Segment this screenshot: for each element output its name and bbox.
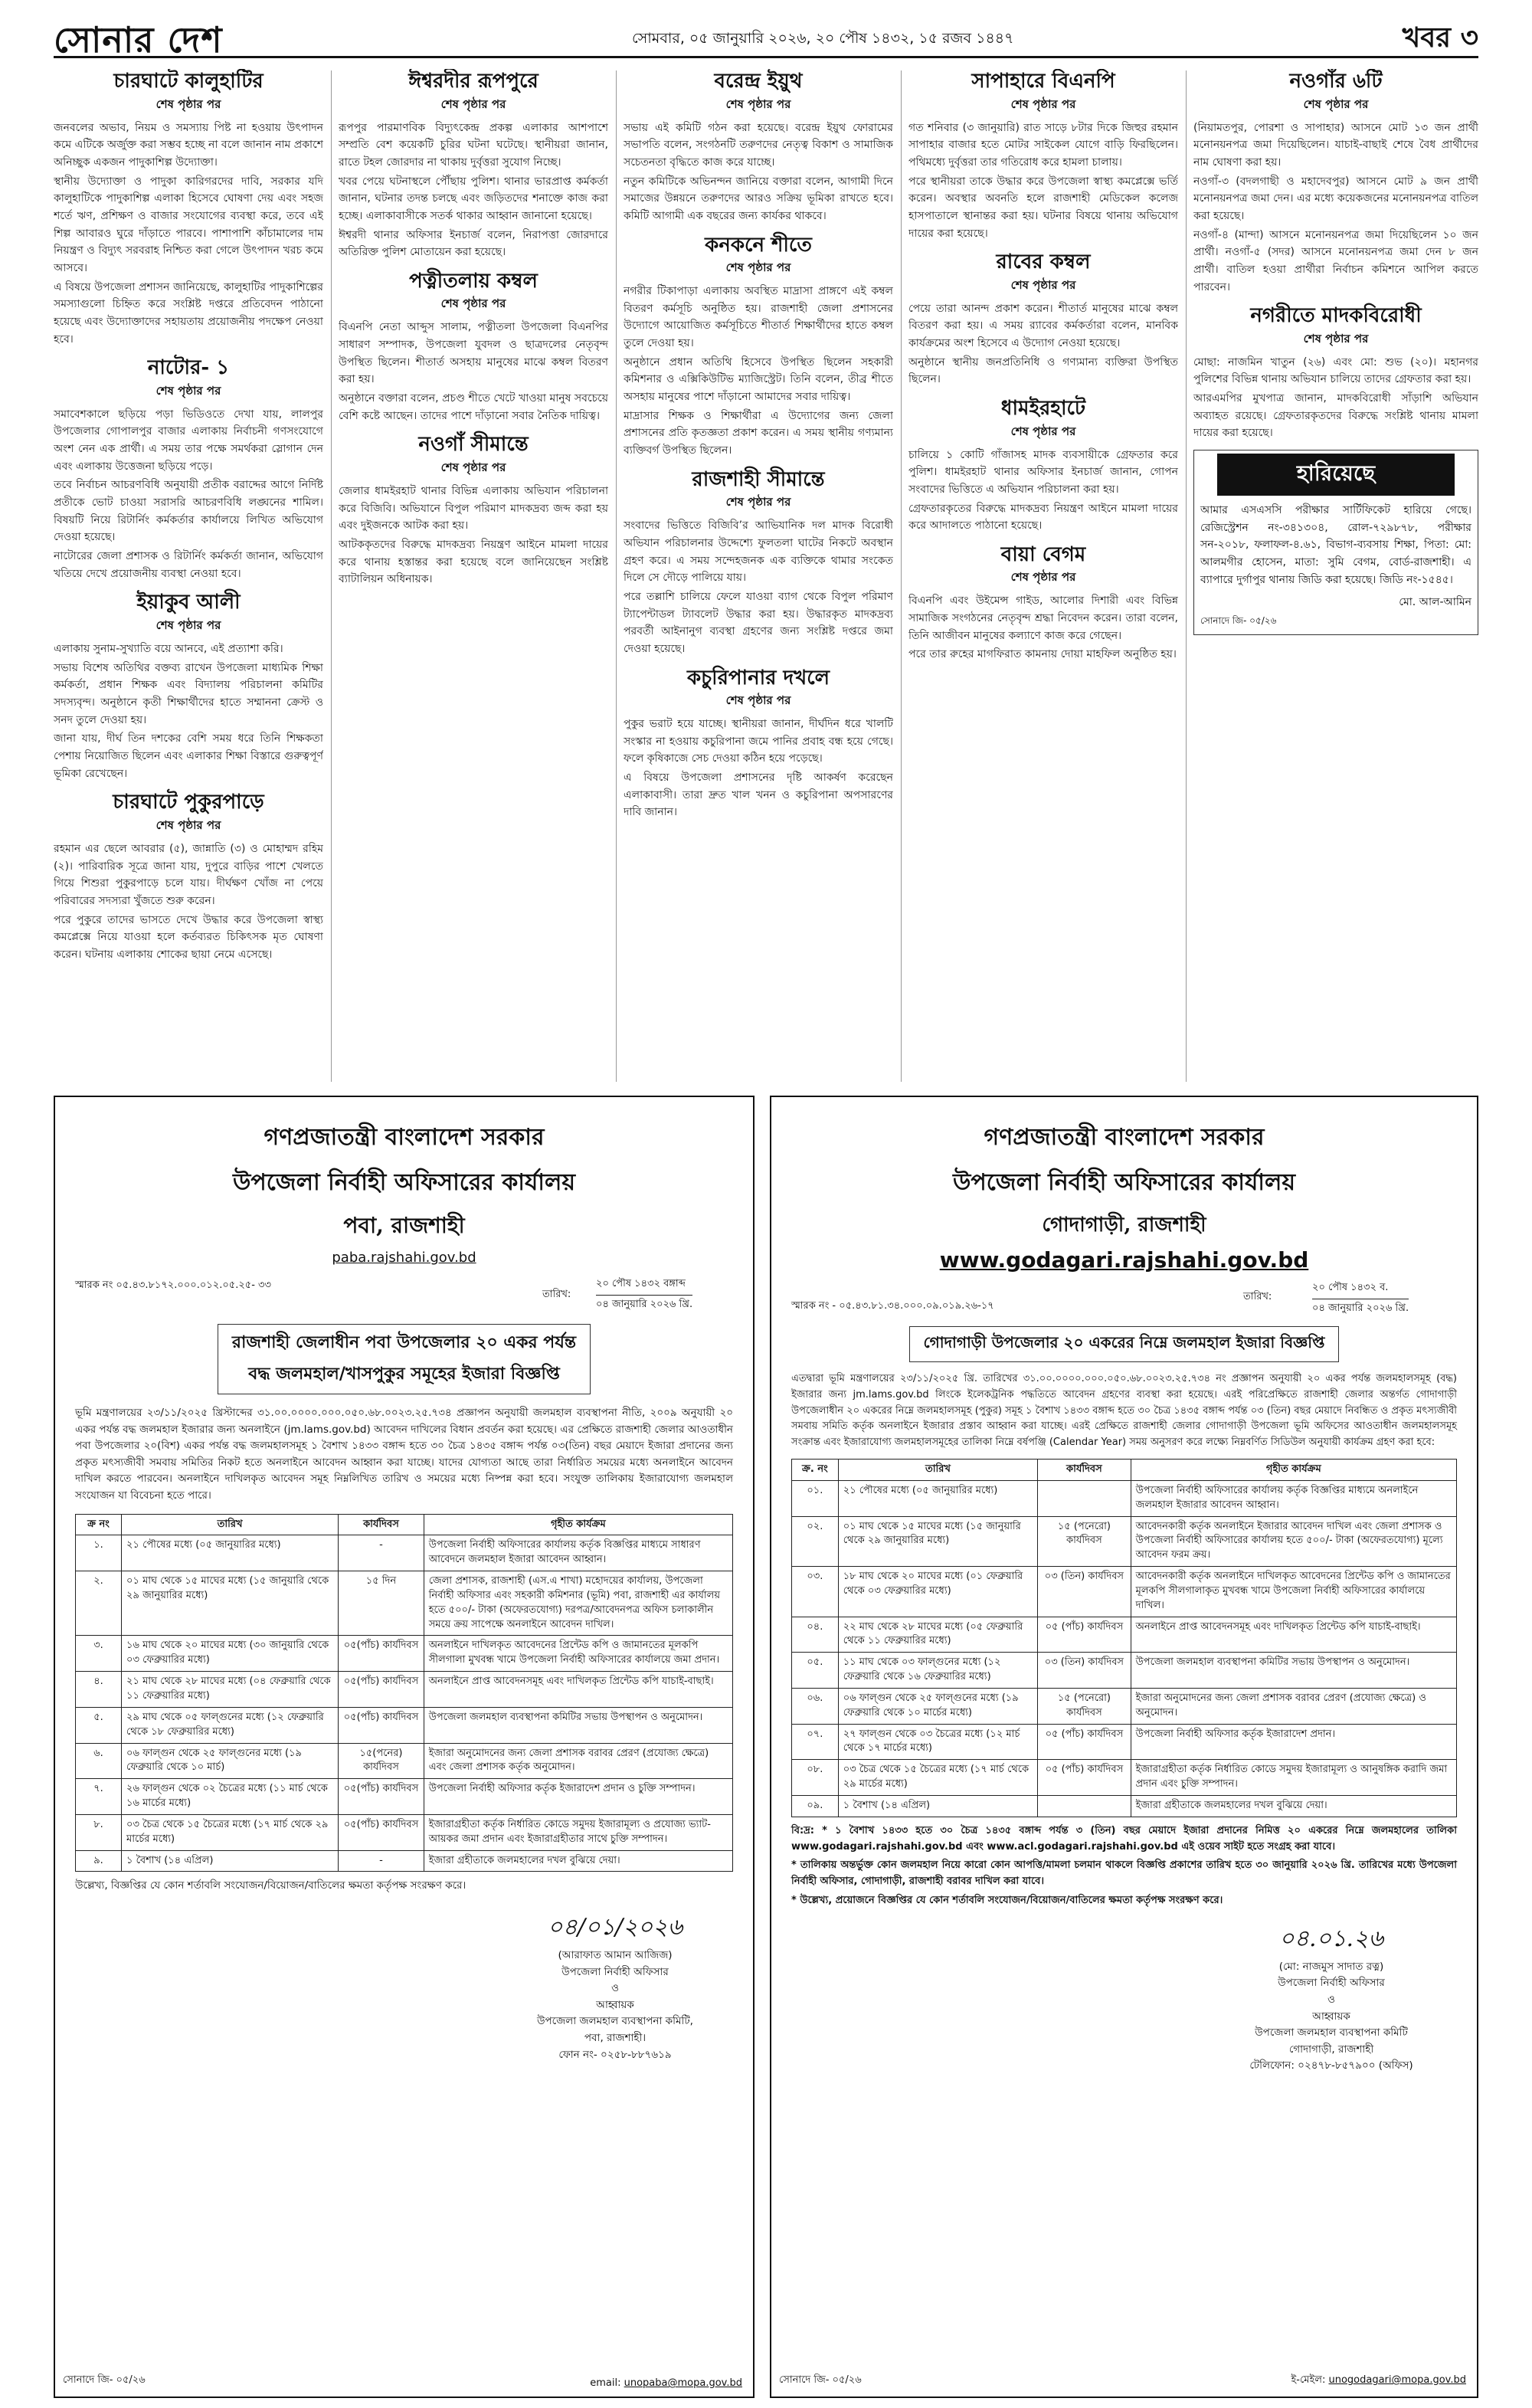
article-headline: রাজশাহী সীমান্তে	[692, 467, 825, 491]
table-header-cell: তারিখ	[122, 1514, 339, 1535]
table-row	[792, 1480, 1457, 1516]
table-row	[76, 1672, 733, 1708]
article-paragraph: তবে নির্বাচন আচরণবিধি অনুযায়ী প্রতীক বরাদ্দের আগে নির্দিষ্ট প্রতীকে ভোট চাওয়া সরাসরি আচরণবিধি লঙ্ঘনের শামিল। বিষয়টি নিয়ে রিটার্নিং কর্মকর্তার কার্যালয়ে লিখিত অভিযোগ দেওয়া হয়েছে।	[54, 479, 323, 544]
table-row	[76, 1850, 733, 1872]
news-article	[908, 542, 1178, 663]
signatory-and: ও	[611, 1982, 619, 1995]
article-paragraph: সমাবেশকালে ছড়িয়ে পড়া ভিডিওতে দেখা যায়, লালপুর উপজেলার গোপালপুর বাজার এলাকায় নির্বাচনী গণসংযোগে অংশ নেন এক প্রার্থী। এ সময় তার পক্ষে সমর্থকরা স্লোগান দেন এবং এলাকায় উত্তেজনা ছড়িয়ে পড়ে।	[54, 408, 323, 473]
continued-label: শেষ পৃষ্ঠার পর	[155, 817, 221, 832]
date-label: তারিখ:	[1243, 1291, 1272, 1302]
signatory-name: (মো: নাজমুস সাদাত রত্ন)	[1278, 1960, 1384, 1973]
news-article	[339, 269, 608, 425]
news-article	[339, 432, 608, 588]
article-headline: রাবের কম্বল	[996, 251, 1091, 274]
table-row	[792, 1653, 1457, 1689]
table-cell: ৩.	[76, 1636, 122, 1672]
signature-block	[489, 1908, 741, 2063]
continued-label: শেষ পৃষ্ঠার পর	[155, 97, 221, 111]
article-paragraph: সভায় এই কমিটি গঠন করা হয়েছে। বরেন্দ্র ইয়ুথ ফোরামের সভাপতি বলেন, সংগঠনটি তরুণদের নেতৃত্ব বিকাশ ও সামাজিক সচেতনতা বৃদ্ধিতে কাজ করে যাচ্ছে।	[624, 121, 893, 169]
table-cell: ১৫ (পনেরো) কার্যদিবস	[1038, 1688, 1131, 1724]
table-cell: ০১ মাঘ থেকে ১৫ মাঘের মধ্যে (১৫ জানুয়ারি থেকে ২৯ জানুয়ারির মধ্যে)	[838, 1516, 1037, 1567]
article-headline: নওগাঁ সীমান্তে	[418, 433, 529, 457]
ad-code: সোনাদে জি- ০৫/২৬	[63, 2374, 146, 2386]
article-paragraph: ঈশ্বরদী থানার অফিসার ইনচার্জ বলেন, নিরাপত্তা জোরদারে অতিরিক্ত পুলিশ মোতায়েন করা হয়েছে।	[339, 228, 608, 259]
continued-label: শেষ পৃষ্ঠার পর	[725, 97, 791, 111]
article-body	[339, 319, 608, 424]
article-headline: নওগাঁর ৬টি	[1289, 70, 1383, 93]
table-cell: ১৬ মাঘ থেকে ২০ মাঘের মধ্যে (৩০ জানুয়ারি থেকে ০৩ ফেব্রুয়ারির মধ্যে)	[122, 1636, 339, 1672]
signature-scribble: ০৪/০১/২০২৬	[547, 1914, 683, 1941]
table-row	[76, 1814, 733, 1850]
schedule-table	[791, 1459, 1457, 1817]
news-article	[1193, 69, 1478, 296]
signatory-title: উপজেলা নির্বাহী অফিসার	[561, 1965, 669, 1978]
article-headline: বরেন্দ্র ইয়ুথ	[714, 70, 803, 93]
email-link[interactable]: unogodagari@mopa.gov.bd	[1328, 2374, 1466, 2386]
table-header-cell: কার্যদিবস	[1038, 1459, 1131, 1480]
news-article	[1193, 303, 1478, 442]
notice-location: গোদাগাড়ী, রাজশাহী	[1042, 1214, 1206, 1237]
signature-scribble: ০৪.০১.২৬	[1278, 1925, 1384, 1952]
article-paragraph: নাটোরের জেলা প্রশাসক ও রিটার্নিং কর্মকর্তা জানান, অভিযোগ খতিয়ে দেখে প্রয়োজনীয় ব্যবস্থা নেওয়া হবে।	[54, 550, 323, 580]
article-paragraph: পরে পুকুরে তাদের ভাসতে দেখে উদ্ধার করে উপজেলা স্বাস্থ্য কমপ্লেক্সে নিয়ে যাওয়া হলে কর্তব্যরত চিকিৎসক মৃত ঘোষণা করেন। ঘটনায় এলাকায় শোকের ছায়া নেমে এসেছে।	[54, 913, 323, 961]
table-cell: আবেদনকারী কর্তৃক অনলাইনে দাখিলকৃত আবেদনের প্রিন্টেড কপি ও জামানতের মূলকপি সীলগালাকৃত মুখবন্ধ খামে উপজেলা নির্বাহী অফিসারের কার্যালয়ে দাখিল।	[1131, 1567, 1456, 1617]
continued-label: শেষ পৃষ্ঠার পর	[1303, 331, 1369, 346]
article-headline: ধামইরহাটে	[1000, 397, 1086, 421]
ad-code: সোনাদে জি- ০৫/২৬	[1200, 615, 1277, 627]
article-body	[339, 120, 608, 261]
date-label: তারিখ:	[542, 1289, 571, 1300]
news-article	[54, 69, 323, 348]
newspaper-logo: সোনার দেশ	[54, 19, 223, 61]
table-cell: -	[339, 1850, 424, 1872]
table-cell: ০৫ (পাঁচ) কার্যদিবস	[1038, 1617, 1131, 1653]
notice-location: পবা, রাজশাহী	[343, 1213, 465, 1238]
article-body	[624, 120, 893, 225]
table-cell: ২৭ ফাল্গুন থেকে ০৩ চৈত্রের মধ্যে (১২ মার্চ থেকে ১৭ মার্চের মধ্যে)	[838, 1724, 1037, 1760]
article-paragraph: মাদ্রাসার শিক্ষক ও শিক্ষার্থীরা এ উদ্যোগের জন্য জেলা প্রশাসনের প্রতি কৃতজ্ঞতা প্রকাশ করেন। এ সময় স্থানীয় গণ্যমান্য ব্যক্তিবর্গ উপস্থিত ছিলেন।	[624, 409, 893, 457]
office-phone: টেলিফোন: ০২৪৭৮-৮৫৭৯০০ (অফিস)	[1249, 2059, 1413, 2072]
table-cell: ১৫ (পনেরো) কার্যদিবস	[1038, 1516, 1131, 1567]
article-body	[1193, 354, 1478, 442]
notice-note-3: * উল্লেখ্য, প্রয়োজনে বিজ্ঞপ্তির যে কোন শর্তাবলি সংযোজন/বিয়োজন/বাতিলের ক্ষমতা কর্তৃপক্ষ সংরক্ষণ করে।	[791, 1895, 1223, 1907]
signatory-committee: উপজেলা জলমহাল ব্যবস্থাপনা কমিটি,	[537, 2015, 693, 2028]
table-row	[76, 1571, 733, 1636]
signatory-title: উপজেলা নির্বাহী অফিসার	[1278, 1977, 1385, 1990]
article-paragraph: অনুষ্ঠানে বক্তারা বলেন, প্রচণ্ড শীতে খেটে খাওয়া মানুষ সবচেয়ে বেশি কষ্টে আছেন। তাদের পাশে দাঁড়ানো সবার নৈতিক দায়িত্ব।	[339, 392, 608, 422]
news-column	[339, 69, 608, 1080]
table-cell: ০৫(পাঁচ) কার্যদিবস	[339, 1814, 424, 1850]
article-paragraph: অনুষ্ঠানে প্রধান অতিথি হিসেবে উপস্থিত ছিলেন সহকারী কমিশনার ও এক্সিকিউটিভ ম্যাজিস্ট্রেট। তিনি বলেন, তীব্র শীতে অসহায় মানুষের পাশে দাঁড়ানো আমাদের সবার দায়িত্ব।	[624, 355, 893, 404]
date-bangla: ২০ পৌষ ১৪৩২ ব.	[1312, 1282, 1389, 1293]
table-cell: ০১ মাঘ থেকে ১৫ মাঘের মধ্যে (১৫ জানুয়ারি থেকে ২৯ জানুয়ারির মধ্যে)	[122, 1571, 339, 1636]
article-paragraph: পরে তার রুহের মাগফিরাত কামনায় দোয়া মাহফিল অনুষ্ঠিত হয়।	[908, 648, 1177, 661]
table-cell: ০৩ (তিন) কার্যদিবস	[1038, 1653, 1131, 1689]
table-cell: ইজারা অনুমোদনের জন্য জেলা প্রশাসক বরাবর প্রেরণ (প্রযোজ্য ক্ষেত্রে) ও অনুমোদন।	[1131, 1688, 1456, 1724]
section-page-label: খবর ৩	[1402, 21, 1478, 54]
table-cell: ০৫(পাঁচ) কার্যদিবস	[339, 1636, 424, 1672]
notice-website-link[interactable]: www.godagari.rajshahi.gov.bd	[939, 1247, 1309, 1273]
table-cell: ০৭.	[792, 1724, 839, 1760]
table-row	[792, 1617, 1457, 1653]
table-cell: উপজেলা নির্বাহী অফিসারের কার্যালয় কর্তৃক বিজ্ঞপ্তির মাধ্যমে অনলাইনে জলমহাল ইজারার আবেদন আহ্বান।	[1131, 1480, 1456, 1516]
masthead	[54, 14, 1478, 61]
article-headline: নগরীতে মাদকবিরোধী	[1250, 304, 1422, 328]
article-paragraph: এ বিষয়ে উপজেলা প্রশাসনের দৃষ্টি আকর্ষণ করেছেন এলাকাবাসী। তারা দ্রুত খাল খনন ও কচুরিপানা অপসারণের দাবি জানান।	[624, 772, 893, 819]
news-article	[624, 467, 893, 658]
article-paragraph: পুকুর ভরাট হয়ে যাচ্ছে। স্থানীয়রা জানান, দীর্ঘদিন ধরে খালটি সংস্কার না হওয়ায় কচুরিপানা জমে পানির প্রবাহ বন্ধ হয়ে গেছে। ফলে কৃষিকাজে সেচ দেওয়া কঠিন হয়ে পড়েছে।	[624, 718, 893, 765]
table-cell: অনলাইনে প্রাপ্ত আবেদনসমূহ এবং দাখিলকৃত প্রিন্টেড কপি যাচাই-বাছাই।	[1131, 1617, 1456, 1653]
table-cell: ইজারা অনুমোদনের জন্য জেলা প্রশাসক বরাবর প্রেরণ (প্রযোজ্য ক্ষেত্রে) এবং জেলা প্রশাসক কর্তৃক অনুমোদন।	[424, 1743, 732, 1779]
table-cell: ইজারাগ্রহীতা কর্তৃক নির্ধারিত কোডে সমুদয় ইজারামূল্য ও প্রযোজ্য ভ্যাট-আয়কর জমা প্রদান এবং ইজারাগ্রহীতার সাথে চুক্তি সম্পাদন।	[424, 1814, 732, 1850]
table-row	[792, 1688, 1457, 1724]
table-cell: ২৯ মাঘ থেকে ০৫ ফাল্গুনের মধ্যে (১২ ফেব্রুয়ারি থেকে ১৮ ফেব্রুয়ারির মধ্যে)	[122, 1707, 339, 1743]
article-paragraph: মোছা: নাজমিন খাতুন (২৬) এবং মো: শুভ (২০)। মহানগর পুলিশের বিভিন্ন থানায় অভিযান চালিয়ে তাদের গ্রেফতার করা হয়।	[1193, 355, 1478, 386]
article-body	[339, 483, 608, 588]
continued-label: শেষ পৃষ্ঠার পর	[725, 693, 791, 708]
notice-paba	[54, 1096, 755, 2398]
continued-label: শেষ পৃষ্ঠার পর	[1010, 424, 1076, 438]
news-column	[624, 69, 893, 1080]
continued-label: শেষ পৃষ্ঠার পর	[725, 495, 791, 509]
email-label: email:	[590, 2377, 621, 2389]
table-cell	[1038, 1796, 1131, 1817]
table-cell: ০৩.	[792, 1567, 839, 1617]
table-cell: ৬.	[76, 1743, 122, 1779]
signatory-committee: উপজেলা জলমহাল ব্যবস্থাপনা কমিটি	[1255, 2026, 1408, 2039]
table-cell: আবেদনকারী কর্তৃক অনলাইনে ইজারার আবেদন দাখিল এবং জেলা প্রশাসক ও উপজেলা নির্বাহী অফিসারের কার্যালয় হতে ৫০০/- টাকা (অফেরতযোগ্য) মূল্যে আবেদন ফরম ক্রয়।	[1131, 1516, 1456, 1567]
table-cell: ০৮.	[792, 1760, 839, 1796]
table-cell: ৫.	[76, 1707, 122, 1743]
column-divider	[616, 70, 617, 1082]
article-paragraph: রহমান এর ছেলে আবরার (৫), জান্নাতি (৩) ও মোহাম্মদ রহিম (২)। পারিবারিক সূত্রে জানা যায়, দুপুরে বাড়ির পাশে খেলতে গিয়ে শিশুরা পুকুরপাড়ে চলে যায়। দীর্ঘক্ষণ খোঁজ না পেয়ে পরিবারের সদস্যরা খুঁজতে শুরু করেন।	[54, 842, 323, 907]
news-column	[1193, 69, 1478, 1080]
table-cell: ১৮ মাঘ থেকে ২০ মাঘের মধ্যে (০১ ফেব্রুয়ারি থেকে ০৩ ফেব্রুয়ারির মধ্যে)	[838, 1567, 1037, 1617]
table-cell: ১.	[76, 1535, 122, 1571]
table-row	[792, 1724, 1457, 1760]
table-cell: উপজেলা জলমহাল ব্যবস্থাপনা কমিটির সভায় উপস্থাপন ও অনুমোদন।	[424, 1707, 732, 1743]
notice-website-link[interactable]: paba.rajshahi.gov.bd	[332, 1250, 476, 1266]
memo-number: স্মারক নং - ০৫.৪৩.৮১.৩৪.০০০.০৯.০১৯.২৬-১৭	[791, 1300, 994, 1312]
table-cell: ৮.	[76, 1814, 122, 1850]
table-cell: ০৩ চৈত্র থেকে ১৫ চৈত্রের মধ্যে (১৭ মার্চ থেকে ২৯ মার্চের মধ্যে)	[122, 1814, 339, 1850]
table-cell: ২১ পৌষের মধ্যে (০৫ জানুয়ারির মধ্যে)	[838, 1480, 1037, 1516]
table-cell: ২২ মাঘ থেকে ২৮ মাঘের মধ্যে (০৫ ফেব্রুয়ারি থেকে ১১ ফেব্রুয়ারির মধ্যে)	[838, 1617, 1037, 1653]
continued-label: শেষ পৃষ্ঠার পর	[440, 460, 506, 474]
lost-ad-name: মো. আল-আমিন	[1399, 596, 1471, 609]
article-paragraph: আরএমপির মুখপাত্র জানান, মাদকবিরোধী সাঁড়াশি অভিযান অব্যাহত রয়েছে। গ্রেফতারকৃতদের বিরুদ্ধে সংশ্লিষ্ট থানায় মামলা দায়ের করা হয়েছে।	[1193, 392, 1478, 440]
notice-intro: এতদ্বারা ভূমি মন্ত্রণালয়ের ২৩/১১/২০২৫ খ্রি. তারিখের ৩১.০০.০০০০.০০০.০৫০.৬৮.০০২৩.২৫.৭৩৪ নং প্রজ্ঞাপন অনুযায়ী ২০ একর পর্যন্ত জলমহালসমূহ (বদ্ধ) ইজারার জন্য jm.lams.gov.bd লিংকে ইলেকট্রনিক পদ্ধতিতে আবেদন গ্রহণের ব্যবস্থা করা হয়েছে। এরই পরিপ্রেক্ষিতে রাজশাহী জেলার অন্তর্গত গোদাগাড়ী উপজেলাধীন ২০ একরের নিম্নে জলমহালসমূহ (পুকুর) সমূহ ১ বৈশাখ ১৪৩৩ বঙ্গাব্দ হতে ৩০ চৈত্র ১৪৩৫ বঙ্গাব্দ পর্যন্ত ০৩ (তিন) বছর মেয়াদে নিবন্ধিত ও প্রকৃত মৎস্যজীবী সমবায় সমিতি কর্তৃক অনলাইনে ইজারার প্রস্তাব আহ্বান করা যাচ্ছে। এরই প্রেক্ষিতে রাজশাহী জেলার গোদাগাড়ী উপজেলা ভূমি অফিসের আওতাধীন জলমহালসমূহ সংক্রান্ত এবং ইজারাযোগ্য জলমহালসমূহের তালিকা নিম্নে বর্ষপঞ্জি (Calendar Year) সময় অনুসরণ করে লক্ষ্যে নিম্নবর্ণিত সিডিউল অনুযায়ী কার্যক্রম গ্রহণ করা হবে:	[791, 1373, 1457, 1449]
article-paragraph: নওগাঁ-৪ (মান্দা) আসনে মনোনয়নপত্র জমা দিয়েছিলেন ১০ জন প্রার্থী। নওগাঁ-৫ (সদর) আসনে মনোনয়নপত্র জমা দেন ৮ জন প্রার্থী। বাতিল হওয়া প্রার্থীরা নির্বাচন কমিশনে আপিল করতে পারবেন।	[1193, 228, 1478, 293]
table-cell: অনলাইনে প্রাপ্ত আবেদনসমূহ এবং দাখিলকৃত প্রিন্টেড কপি যাচাই-বাছাই।	[424, 1672, 732, 1708]
news-article	[54, 590, 323, 782]
table-header-cell: তারিখ	[838, 1459, 1037, 1480]
notice-note-1: বি:দ্র: * ১ বৈশাখ ১৪৩৩ হতে ৩০ চৈত্র ১৪৩৫ বঙ্গাব্দ পর্যন্ত ৩ (তিন) বছর মেয়াদে ইজারা প্রদানের নিমিত্ত ২০ একরের নিম্নে জলমহালের তালিকা www.godagari.rajshahi.gov.bd এবং www.acl.godagari.rajshahi.gov.bd এই ওয়েব সাইট হতে সংগ্রহ করা যাবে।	[791, 1824, 1457, 1853]
column-divider	[331, 70, 332, 1082]
continued-label: শেষ পৃষ্ঠার পর	[1010, 570, 1076, 585]
article-headline: চারঘাটে কালুহাটির	[113, 70, 264, 93]
article-body	[908, 120, 1178, 243]
article-paragraph: চালিয়ে ১ কোটি গাঁজাসহ মাদক ব্যবসায়ীকে গ্রেফতার করে পুলিশ। ধামইরহাট থানার অফিসার ইনচার্জ জানান, গোপন সংবাদের ভিত্তিতে এ অভিযান পরিচালনা করা হয়।	[908, 448, 1178, 496]
date-bangla: ২০ পৌষ ১৪৩২ বঙ্গাব্দ	[596, 1278, 686, 1289]
table-header-cell: ক্র. নং	[792, 1459, 839, 1480]
table-cell	[1038, 1480, 1131, 1516]
column-divider	[1186, 70, 1187, 1082]
article-paragraph: জেলার ধামইরহাট থানার বিভিন্ন এলাকায় অভিযান পরিচালনা করে বিজিবি। অভিযানে বিপুল পরিমাণ মাদকদ্রব্য জব্দ করা হয় এবং দুইজনকে আটক করা হয়।	[339, 484, 608, 532]
table-cell: ২.	[76, 1571, 122, 1636]
table-cell: ০৫ (পাঁচ) কার্যদিবস	[1038, 1760, 1131, 1796]
table-cell: ২১ পৌষের মধ্যে (০৫ জানুয়ারির মধ্যে)	[122, 1535, 339, 1571]
signatory-role: আহ্বায়ক	[1312, 2010, 1350, 2023]
table-cell: উপজেলা নির্বাহী অফিসার কর্তৃক ইজারাদেশ প্রদান ও চুক্তি সম্পাদন।	[424, 1779, 732, 1815]
lost-ad-title: হারিয়েছে	[1217, 454, 1455, 496]
continued-label: শেষ পৃষ্ঠার পর	[155, 618, 221, 632]
article-paragraph: জনবলের অভাব, নিয়ম ও সমস্যায় পিষ্ট না হওয়ায় উৎপাদন কমে এটিকে অর্জুক্ত করা সম্ভব হচ্ছে না বলে জানান নাম প্রকাশে অনিচ্ছুক একজন পাদুকাশিল্প উদ্যোক্তা।	[54, 121, 323, 169]
article-headline: ইয়াকুব আলী	[136, 591, 241, 614]
article-paragraph: অনুষ্ঠানে স্থানীয় জনপ্রতিনিধি ও গণ্যমান্য ব্যক্তিরা উপস্থিত ছিলেন।	[908, 355, 1178, 386]
table-row	[792, 1516, 1457, 1567]
article-body	[54, 120, 323, 349]
table-header-cell: ক্র নং	[76, 1514, 122, 1535]
article-paragraph: খবর পেয়ে ঘটনাস্থলে পৌঁছায় পুলিশ। থানার ভারপ্রাপ্ত কর্মকর্তা জানান, ঘটনার তদন্ত চলছে এবং জড়িতদের শনাক্তে কাজ করা হচ্ছে। এলাকাবাসীকে সতর্ক থাকার আহ্বান জানানো হয়েছে।	[339, 175, 608, 222]
article-body	[1193, 120, 1478, 296]
table-cell: ১ বৈশাখ (১৪ এপ্রিল)	[122, 1850, 339, 1872]
table-row	[76, 1743, 733, 1779]
news-article	[624, 666, 893, 822]
table-cell: ০৬.	[792, 1688, 839, 1724]
article-paragraph: রূপপুর পারমাণবিক বিদ্যুৎকেন্দ্র প্রকল্প এলাকার আশপাশে সম্প্রতি বেশ কয়েকটি চুরির ঘটনা ঘটেছে। স্থানীয়রা জানান, রাতে টহল জোরদার না থাকায় দুর্বৃত্তরা সুযোগ নিচ্ছে।	[339, 121, 608, 169]
table-cell: ৯.	[76, 1850, 122, 1872]
article-body	[624, 517, 893, 657]
news-article	[54, 790, 323, 963]
table-row	[76, 1707, 733, 1743]
article-body	[908, 592, 1178, 663]
notice-office-header: উপজেলা নির্বাহী অফিসারের কার্যালয়	[232, 1169, 575, 1196]
article-paragraph: সভায় বিশেষ অতিথির বক্তব্য রাখেন উপজেলা মাধ্যমিক শিক্ষা কর্মকর্তা, প্রধান শিক্ষক এবং বিদ্যালয় পরিচালনা কমিটির সদস্যবৃন্দ। অনুষ্ঠানে কৃতী শিক্ষার্থীদের হাতে সম্মাননা ক্রেস্ট ও সনদ তুলে দেওয়া হয়।	[54, 661, 323, 726]
table-row	[792, 1760, 1457, 1796]
table-row	[792, 1796, 1457, 1817]
article-body	[908, 447, 1178, 535]
table-cell: ১৫ দিন	[339, 1571, 424, 1636]
article-headline: চারঘাটে পুকুরপাড়ে	[113, 791, 264, 814]
signatory-location: পবা, রাজশাহী।	[584, 2032, 647, 2044]
signatory-name: (আরাফাত আমান আজিজ)	[558, 1949, 673, 1962]
office-phone: ফোন নং- ০২৫৮-৮৮৭৬১৯	[558, 2048, 672, 2061]
table-cell: ০৩ চৈত্র থেকে ১৫ চৈত্রের মধ্যে (১৭ মার্চ থেকে ২৯ মার্চের মধ্যে)	[838, 1760, 1037, 1796]
table-cell: জেলা প্রশাসক, রাজশাহী (এস.এ শাখা) মহোদয়ের কার্যালয়, উপজেলা নির্বাহী অফিসার এবং সহকারী কমিশনার (ভূমি) পবা, রাজশাহী এর কার্যালয় হতে ৫০০/- টাকা (অফেরতযোগ্য) দরপত্র/আবেদনপত্র অফিস চলাকালীন সময়ে ক্রয় সাপেক্ষে অনলাইনে আবেদন দাখিল।	[424, 1571, 732, 1636]
ad-code: সোনাদে জি- ০৫/২৬	[779, 2374, 862, 2386]
table-header-row	[792, 1459, 1457, 1480]
article-paragraph: (নিয়ামতপুর, পোরশা ও সাপাহার) আসনে মোট ১৩ জন প্রার্থী মনোনয়নপত্র জমা দিয়েছিলেন। যাচাই-বাছাই শেষে বৈধ প্রার্থীদের নাম ঘোষণা করা হয়।	[1193, 121, 1478, 169]
email-link[interactable]: unopaba@mopa.gov.bd	[624, 2377, 742, 2389]
notice-note-2: * তালিকায় অন্তর্ভুক্ত কোন জলমহাল নিয়ে কারো কোন আপত্তি/মামলা চলমান থাকলে বিজ্ঞপ্তি প্রকাশের তারিখ হতে ৩০ জানুয়ারি ২০২৬ খ্রি. তারিখের মধ্যে উপজেলা নির্বাহী অফিসার, গোদাগাড়ী, রাজশাহী বরাবর দাখিল করা যাবে।	[791, 1859, 1457, 1888]
article-paragraph: সংবাদের ভিত্তিতে বিজিবি’র আভিযানিক দল মাদক বিরোধী অভিযান পরিচালনার উদ্দেশ্যে ফুলতলা ঘাটের নিকটে অবস্থান গ্রহণ করে। এ সময় সন্দেহজনক এক ব্যক্তিকে থামার সংকেত দিলে সে দৌড়ে পালিয়ে যায়।	[624, 519, 893, 585]
signature-block	[1205, 1920, 1458, 2075]
issue-date: সোমবার, ০৫ জানুয়ারি ২০২৬, ২০ পৌষ ১৪৩২, ১৫ রজব ১৪৪৭	[632, 30, 1014, 47]
table-row	[76, 1535, 733, 1571]
memo-number: স্মারক নং ০৫.৪৩.৮১৭২.০০০.০১২.০৫.২৫- ৩৩	[75, 1279, 271, 1291]
notice-title-line2: বদ্ধ জলমহাল/খাসপুকুর সমূহের ইজারা বিজ্ঞপ্তি	[248, 1364, 560, 1384]
continued-label: শেষ পৃষ্ঠার পর	[1010, 97, 1076, 111]
continued-label: শেষ পৃষ্ঠার পর	[1303, 97, 1369, 111]
notice-godagari	[770, 1096, 1478, 2398]
table-cell: ১১ মাঘ থেকে ০৩ ফাল্গুনের মধ্যে (১২ ফেব্রুয়ারি থেকে ১৬ ফেব্রুয়ারির মধ্যে)	[838, 1653, 1037, 1689]
table-cell: ০৬ ফাল্গুন থেকে ২৫ ফাল্গুনের মধ্যে (১৯ ফেব্রুয়ারি থেকে ১০ মার্চের মধ্যে)	[838, 1688, 1037, 1724]
news-article	[908, 69, 1178, 242]
article-body	[54, 840, 323, 964]
article-paragraph: গত শনিবার (৩ জানুয়ারি) রাত সাড়ে ৮টার দিকে জিহুর রহমান সাপাহার বাজার হতে মোটর সাইকেল যোগে বাড়ি ফিরছিলেন। পথিমধ্যে দুর্বৃত্তরা তার গতিরোধ করে হামলা চালায়।	[908, 121, 1178, 169]
table-cell: ৭.	[76, 1779, 122, 1815]
article-headline: পত্নীতলায় কম্বল	[409, 269, 538, 293]
schedule-table	[75, 1514, 733, 1872]
table-cell: ০৫(পাঁচ) কার্যদিবস	[339, 1707, 424, 1743]
notice-intro: ভূমি মন্ত্রণালয়ের ২৩/১১/২০২৫ খ্রিস্টাব্দের ৩১.০০.০০০০.০০০.০৫০.৬৮.০০২৩.২৫.৭৩৪ প্রজ্ঞাপন অনুযায়ী জলমহাল ব্যবস্থাপনা নীতি, ২০০৯ অনুযায়ী ২০ একর পর্যন্ত বদ্ধ জলমহাল ইজারার জন্য অনলাইনে (jm.lams.gov.bd) আবেদন দাখিলের বিধান প্রবর্তন করা হয়েছে। এর প্রেক্ষিতে রাজশাহী জেলার আওতাধীন পবা উপজেলার ২০(বিশ) একর পর্যন্ত বদ্ধ জলমহালসমূহ ১ বৈশাখ ১৪৩৩ বঙ্গাব্দ হতে ৩০ চৈত্র ১৪৩৫ বঙ্গাব্দ পর্যন্ত ০৩(তিন) বছর মেয়াদে ইজারা প্রদানের জন্য প্রকৃত মৎস্যজীবী সমবায় সমিতির নিকট হতে অনলাইনে আবেদন আহ্বান করা যাচ্ছে। যাদের যোগ্যতা আছে তারা নির্ধারিত সময়ের মধ্যে অনলাইনে আবেদন দাখিল করতে পারবেন। অনলাইনে দাখিলকৃত আবেদন সমূহ নিম্নলিখিত তারিখ ও সময়ের মধ্যে নিষ্পন্ন করা হবে। সংযুক্ত তালিকায় ইজারাযোগ্য জলমহাল সংযোজন যা বিবেচনা হতে পারে।	[75, 1407, 733, 1502]
table-cell: ১ বৈশাখ (১৪ এপ্রিল)	[838, 1796, 1037, 1817]
table-cell: ২৬ ফাল্গুন থেকে ০২ চৈত্রের মধ্যে (১১ মার্চ থেকে ১৬ মার্চের মধ্যে)	[122, 1779, 339, 1815]
article-paragraph: বিএনপি নেতা আব্দুস সালাম, পত্নীতলা উপজেলা বিএনপির সাধারণ সম্পাদক, উপজেলা যুবদল ও ছাত্রদলের নেতৃবৃন্দ উপস্থিত ছিলেন। শীতার্ত অসহায় মানুষের মাঝে কম্বল বিতরণ করা হয়।	[339, 321, 608, 386]
news-column	[54, 69, 323, 1080]
table-cell: ০৫(পাঁচ) কার্যদিবস	[339, 1779, 424, 1815]
date-gregorian: ০৪ জানুয়ারি ২০২৬ খ্রি.	[596, 1295, 692, 1313]
article-headline: নাটোর- ১	[147, 356, 230, 380]
news-article	[339, 69, 608, 261]
news-article	[908, 396, 1178, 535]
article-paragraph: বিএনপি এবং উইমেন্স গাইড, আলোর দিশারী এবং বিভিন্ন সামাজিক সংগঠনের নেতৃবৃন্দ শ্রদ্ধা নিবেদন করেন। তারা বলেন, তিনি আজীবন মানুষের কল্যাণে কাজ করে গেছেন।	[908, 595, 1178, 642]
article-body	[624, 716, 893, 821]
table-row	[76, 1779, 733, 1815]
table-header-cell: গৃহীত কার্যক্রম	[424, 1514, 732, 1535]
signatory-location: গোদাগাড়ী, রাজশাহী	[1288, 2043, 1374, 2056]
table-cell: -	[339, 1535, 424, 1571]
table-cell: ১৫(পনের) কার্যদিবস	[339, 1743, 424, 1779]
news-article	[908, 250, 1178, 388]
article-paragraph: জানা যায়, দীর্ঘ তিন দশকের বেশি সময় ধরে তিনি শিক্ষকতা পেশায় নিয়োজিত ছিলেন এবং এলাকার শিক্ষা বিস্তারে গুরুত্বপূর্ণ ভূমিকা রেখেছেন।	[54, 732, 323, 780]
table-cell: ০৫ (পাঁচ) কার্যদিবস	[1038, 1724, 1131, 1760]
article-body	[54, 406, 323, 583]
article-paragraph: পরে স্থানীয়রা তাকে উদ্ধার করে উপজেলা স্বাস্থ্য কমপ্লেক্সে ভর্তি করেন। অবস্থার অবনতি হলে রাজশাহী মেডিকেল কলেজ হাসপাতালে স্থানান্তর করা হয়। ঘটনার বিষয়ে থানায় অভিযোগ দায়ের করা হয়েছে।	[908, 175, 1178, 240]
table-header-cell: কার্যদিবস	[339, 1514, 424, 1535]
table-cell: উপজেলা নির্বাহী অফিসারের কার্যালয় কর্তৃক বিজ্ঞপ্তির মাধ্যমে সাধারণ আবেদনে জলমহাল ইজারা আবেদন আহ্বান।	[424, 1535, 732, 1571]
continued-label: শেষ পৃষ্ঠার পর	[725, 260, 791, 275]
article-headline: কচুরিপানার দখলে	[686, 666, 830, 690]
continued-label: শেষ পৃষ্ঠার পর	[440, 296, 506, 311]
table-cell: ০১.	[792, 1480, 839, 1516]
notice-office-header: উপজেলা নির্বাহী অফিসারের কার্যালয়	[952, 1169, 1295, 1196]
table-row	[76, 1636, 733, 1672]
table-cell: ইজারা গ্রহীতাকে জলমহালের দখল বুঝিয়ে দেয়া।	[424, 1850, 732, 1872]
lost-certificate-ad	[1193, 450, 1478, 635]
article-paragraph: গ্রেফতারকৃতের বিরুদ্ধে মাদকদ্রব্য নিয়ন্ত্রণ আইনে মামলা দায়ের করে আদালতে পাঠানো হয়েছে।	[908, 502, 1178, 532]
article-body	[624, 283, 893, 460]
continued-label: শেষ পৃষ্ঠার পর	[155, 383, 221, 398]
table-cell: অনলাইনে দাখিলকৃত আবেদনের প্রিন্টেড কপি ও জামানতের মূলকপি সীলগালা মুখবন্ধ খামে উপজেলা নির্বাহী অফিসারের কার্যালয়ে জমা প্রদান।	[424, 1636, 732, 1672]
continued-label: শেষ পৃষ্ঠার পর	[440, 97, 506, 111]
table-cell: ৪.	[76, 1672, 122, 1708]
article-body	[908, 300, 1178, 388]
notice-gov-header: গণপ্রজাতন্ত্রী বাংলাদেশ সরকার	[264, 1124, 545, 1151]
article-headline: সাপাহারে বিএনপি	[971, 70, 1115, 93]
email-label: ই-মেইল:	[1291, 2374, 1326, 2386]
table-header-row	[76, 1514, 733, 1535]
news-article	[624, 69, 893, 225]
news-article	[54, 355, 323, 582]
article-paragraph: নতুন কমিটিকে অভিনন্দন জানিয়ে বক্তারা বলেন, আগামী দিনে সমাজের উন্নয়নে তরুণদের আরও সক্রিয় ভূমিকা রাখতে হবে। কমিটি আগামী এক বছরের জন্য কার্যকর থাকবে।	[624, 175, 893, 222]
table-cell: উপজেলা নির্বাহী অফিসার কর্তৃক ইজারাদেশ প্রদান।	[1131, 1724, 1456, 1760]
article-headline: বায়া বেগম	[1000, 542, 1086, 566]
table-row	[792, 1567, 1457, 1617]
table-cell: ইজারা গ্রহীতাকে জলমহালের দখল বুঝিয়ে দেয়া।	[1131, 1796, 1456, 1817]
article-paragraph: নগরীর টিকাপাড়া এলাকায় অবস্থিত মাদ্রাসা প্রাঙ্গণে এই কম্বল বিতরণ কর্মসূচি অনুষ্ঠিত হয়। রাজশাহী জেলা প্রশাসনের উদ্যোগে আয়োজিত কর্মসূচিতে শীতার্ত শিক্ষার্থীদের হাতে কম্বল তুলে দেওয়া হয়।	[624, 285, 893, 350]
notice-gov-header: গণপ্রজাতন্ত্রী বাংলাদেশ সরকার	[984, 1124, 1265, 1151]
article-paragraph: নওগাঁ-৩ (বদলগাছী ও মহাদেবপুর) আসনে মোট ৯ জন প্রার্থী মনোনয়নপত্র জমা দেন। এর মধ্যে কয়েকজনের মনোনয়নপত্র বাতিল করা হয়েছে।	[1193, 175, 1478, 222]
table-cell: ০২.	[792, 1516, 839, 1567]
date-gregorian: ০৪ জানুয়ারি ২০২৬ খ্রি.	[1312, 1299, 1409, 1317]
article-headline: ঈশ্বরদীর রূপপুরে	[408, 70, 538, 93]
article-paragraph: আটককৃতদের বিরুদ্ধে মাদকদ্রব্য নিয়ন্ত্রণ আইনে মামলা দায়ের করে থানায় হস্তান্তর করা হয়েছে বলে জানিয়েছেন সংশ্লিষ্ট ব্যাটালিয়ন অধিনায়ক।	[339, 538, 608, 586]
table-cell: ০৩ (তিন) কার্যদিবস	[1038, 1567, 1131, 1617]
news-column	[908, 69, 1178, 1080]
article-paragraph: পেয়ে তারা আনন্দ প্রকাশ করেন। শীতার্ত মানুষের মাঝে কম্বল বিতরণ করা হয়। এ সময় র‍্যাবের কর্মকর্তারা বলেন, মানবিক কার্যক্রমের অংশ হিসেবে এ উদ্যোগ নেওয়া হয়েছে।	[908, 302, 1178, 350]
column-divider	[901, 70, 902, 1082]
table-cell: উপজেলা জলমহাল ব্যবস্থাপনা কমিটির সভায় উপস্থাপন ও অনুমোদন।	[1131, 1653, 1456, 1689]
article-paragraph: এ বিষয়ে উপজেলা প্রশাসন জানিয়েছে, কালুহাটির পাদুকাশিল্পের সমস্যাগুলো চিহ্নিত করে সংশ্লিষ্ট দপ্তরে প্রতিবেদন পাঠানো হয়েছে এবং উদ্যোক্তাদের সহায়তায় প্রয়োজনীয় পদক্ষেপ নেওয়া হবে।	[54, 280, 323, 346]
signatory-role: আহ্বায়ক	[596, 1998, 634, 2011]
notice-footnote: উল্লেখ্য, বিজ্ঞপ্তির যে কোন শর্তাবলি সংযোজন/বিয়োজন/বাতিলের ক্ষমতা কর্তৃপক্ষ সংরক্ষণ করে।	[75, 1879, 466, 1892]
continued-label: শেষ পৃষ্ঠার পর	[1010, 277, 1076, 292]
table-cell: ০৫(পাঁচ) কার্যদিবস	[339, 1672, 424, 1708]
table-cell: ইজারাগ্রহীতা কর্তৃক নির্ধারিত কোডে সমুদয় ইজারামূল্য ও আনুষঙ্গিক করাদি জমা প্রদান এবং চুক্তি সম্পাদন।	[1131, 1760, 1456, 1796]
article-paragraph: এলাকায় সুনাম-সুখ্যাতি বয়ে আনবে, এই প্রত্যাশা করি।	[54, 642, 283, 655]
article-paragraph: স্থানীয় উদ্যোক্তা ও পাদুকা কারিগরদের দাবি, সরকার যদি কালুহাটিকে পাদুকাশিল্প এলাকা হিসেবে ঘোষণা দেয় এবং সহজ শর্তে ঋণ, প্রশিক্ষণ ও বাজার সংযোগের ব্যবস্থা করে, তবে এই শিল্প আবারও ঘুরে দাঁড়াতে পারবে। পাশাপাশি কাঁচামালের দাম নিয়ন্ত্রণ ও বিদ্যুৎ সরবরাহ নিশ্চিত করা গেলে উৎপাদন খরচ কমে আসবে।	[54, 175, 323, 274]
table-cell: ২১ মাঘ থেকে ২৮ মাঘের মধ্যে (০৪ ফেব্রুয়ারি থেকে ১১ ফেব্রুয়ারির মধ্যে)	[122, 1672, 339, 1708]
notice-title-line1: রাজশাহী জেলাধীন পবা উপজেলার ২০ একর পর্যন্ত	[231, 1332, 577, 1352]
article-headline: কনকনে শীতে	[705, 233, 812, 257]
article-paragraph: পরে তল্লাশি চালিয়ে ফেলে যাওয়া ব্যাগ থেকে বিপুল পরিমাণ ট্যাপেন্টাডল ট্যাবলেট উদ্ধার করা হয়। উদ্ধারকৃত মাদকদ্রব্য পরবর্তী আইনানুগ ব্যবস্থা গ্রহণের জন্য সংশ্লিষ্ট দপ্তরে জমা দেওয়া হয়েছে।	[624, 590, 893, 655]
table-cell: ০৯.	[792, 1796, 839, 1817]
notice-title: গোদাগাড়ী উপজেলার ২০ একরের নিম্নে জলমহাল ইজারা বিজ্ঞপ্তি	[923, 1333, 1325, 1351]
table-cell: ০৪.	[792, 1617, 839, 1653]
table-cell: ০৬ ফাল্গুন থেকে ২৫ ফাল্গুনের মধ্যে (১৯ ফেব্রুয়ারি থেকে ১০ মার্চ)	[122, 1743, 339, 1779]
article-body	[54, 640, 323, 782]
lost-ad-body: আমার এসএসসি পরীক্ষার সার্টিফিকেট হারিয়ে গেছে। রেজিস্ট্রেশন নং-৩৪১৩০৪, রোল-৭২৯৮৭৮, পরীক্ষার সন-২০১৮, ফলাফল-৪.৬১, বিভাগ-ব্যবসায় শিক্ষা, পিতা: মো: আলমগীর হোসেন, মাতা: সুমি বেগম, বোর্ড-রাজশাহী। এ ব্যাপারে দুর্গাপুর থানায় জিডি করা হয়েছে। জিডি নং-১৫৪৫।	[1200, 504, 1471, 586]
news-article	[624, 233, 893, 460]
signatory-and: ও	[1327, 1994, 1335, 2007]
table-cell: ০৫.	[792, 1653, 839, 1689]
table-header-cell: গৃহীত কার্যক্রম	[1131, 1459, 1456, 1480]
